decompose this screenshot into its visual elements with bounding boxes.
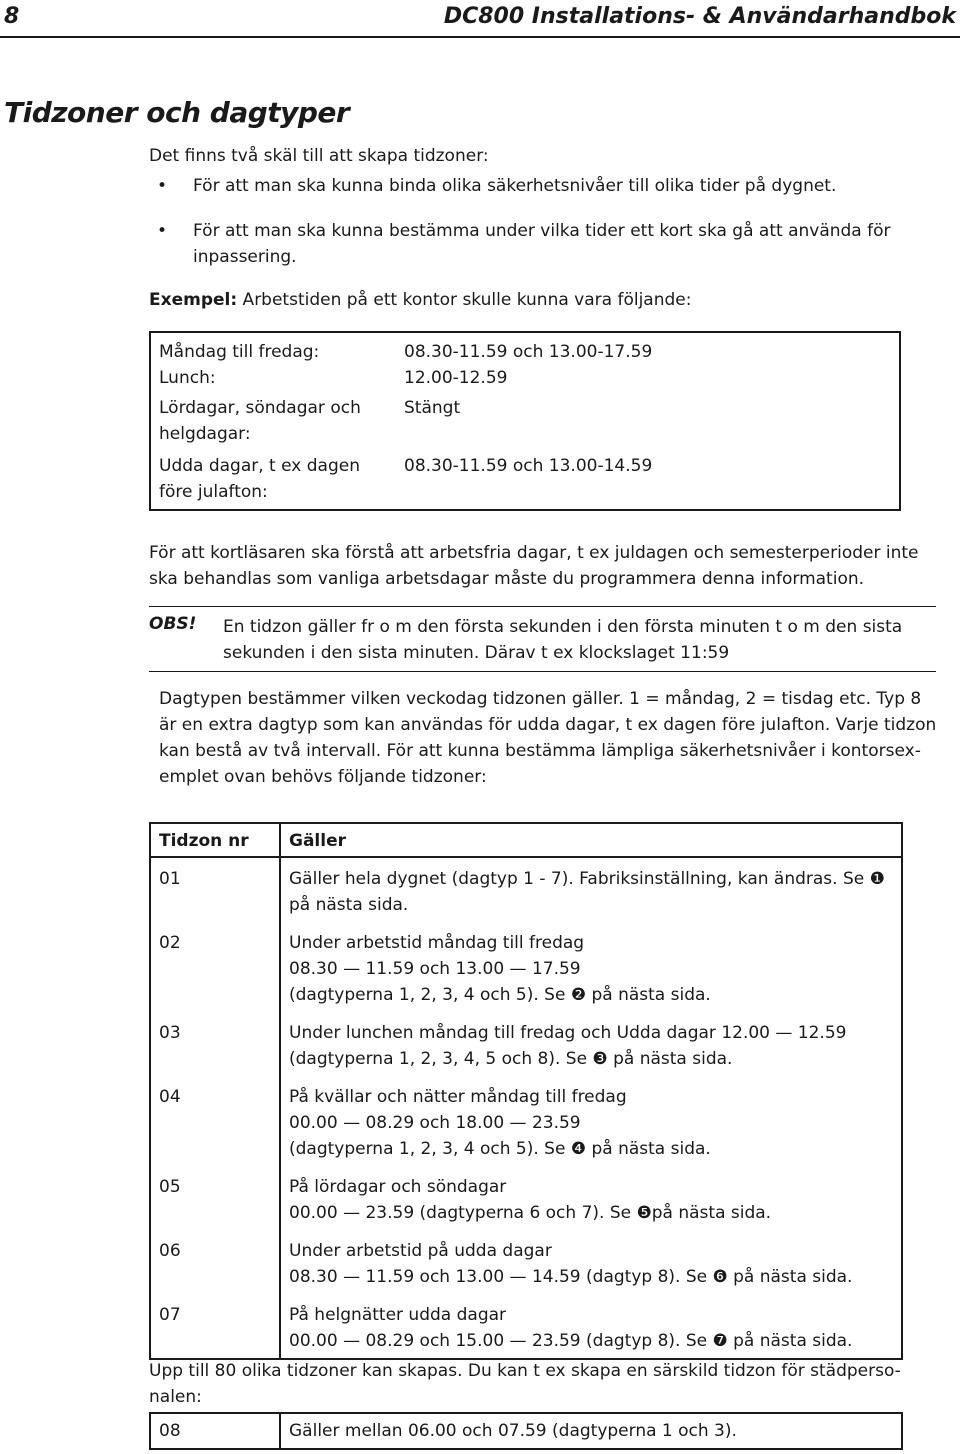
zone-description: Gäller mellan 06.00 och 07.59 (dagtyperna 1 och 3).: [280, 1413, 902, 1449]
table-row: [150, 857, 902, 922]
bullet-item-2: För att man ska kunna bestämma under vilka tider ett kort ska gå att använda för: [193, 221, 891, 241]
bullet-icon: •: [157, 221, 168, 241]
example-text: Arbetstiden på ett kontor skulle kunna vara följande:: [237, 290, 692, 310]
zone-description: På kvällar och nätter måndag till fredag 00.00 — 08.29 och 18.00 — 23.59 (dagtyperna 1, 2, 3, 4 och 5). Se ❹ på nästa sida.: [280, 1076, 902, 1166]
zone-number: 02: [150, 922, 280, 1012]
book-title: DC800 Installations- & Användarhandbok: [443, 4, 956, 29]
zone-number: 05: [150, 1166, 280, 1230]
schedule-time: 08.30-11.59 och 13.00-14.59: [404, 456, 653, 476]
table-row: [150, 1012, 902, 1076]
paragraph-1: För att kortläsaren ska förstå att arbetsfria dagar, t ex juldagen och semesterperioder inte ska behandlas som vanliga arbetsdagar måste du programmera denna information.: [149, 543, 919, 589]
table-row: [150, 1230, 902, 1294]
schedule-day: Lördagar, söndagar och helgdagar:: [159, 398, 361, 444]
zone-description: På helgnätter udda dagar 00.00 — 08.29 och 15.00 — 23.59 (dagtyp 8). Se ❼ på nästa sida.: [280, 1294, 902, 1359]
divider: [149, 606, 936, 607]
zone-description: Under arbetstid måndag till fredag 08.30 — 11.59 och 13.00 — 17.59 (dagtyperna 1, 2, 3, 4 och 5). Se ❷ på nästa sida.: [280, 922, 902, 1012]
obs-text: En tidzon gäller fr o m den första sekunden i den första minuten t o m den sista sekunden i den sista minuten. Därav t ex klockslaget 11:59: [223, 617, 903, 663]
zone-number: 08: [150, 1413, 280, 1449]
schedule-row: [150, 332, 900, 365]
schedule-table: [149, 331, 901, 511]
example-label: Exempel:: [149, 290, 238, 310]
table-row: [150, 1166, 902, 1230]
schedule-time: 12.00-12.59: [404, 368, 508, 388]
paragraph-3: Upp till 80 olika tidzoner kan skapas. Du kan t ex skapa en särskild tidzon för städperso- nalen:: [149, 1361, 901, 1407]
schedule-day: Lunch:: [159, 368, 216, 388]
zone-number: 06: [150, 1230, 280, 1294]
divider: [149, 671, 936, 672]
zone-number: 04: [150, 1076, 280, 1166]
bullet-icon: •: [157, 176, 168, 196]
schedule-day: Udda dagar, t ex dagen före julafton:: [159, 456, 360, 502]
schedule-row: [150, 391, 900, 447]
zone-number: 03: [150, 1012, 280, 1076]
table-header-row: [150, 823, 902, 857]
obs-label: OBS!: [149, 614, 197, 634]
table-row: [150, 922, 902, 1012]
zone-description: Under arbetstid på udda dagar 08.30 — 11.59 och 13.00 — 14.59 (dagtyp 8). Se ❻ på nästa sida.: [280, 1230, 902, 1294]
table-row: [150, 1294, 902, 1359]
schedule-time: Stängt: [404, 398, 461, 418]
zone-description: Gäller hela dygnet (dagtyp 1 - 7). Fabriksinställning, kan ändras. Se ❶ på nästa sida.: [280, 857, 902, 922]
timezones-table: [149, 822, 903, 1360]
column-header-zone: Tidzon nr: [150, 823, 280, 857]
zone-description: På lördagar och söndagar 00.00 — 23.59 (dagtyperna 6 och 7). Se ❺på nästa sida.: [280, 1166, 902, 1230]
schedule-day: Måndag till fredag:: [159, 342, 320, 362]
schedule-row: [150, 365, 900, 391]
schedule-row: [150, 447, 900, 510]
page-header: [0, 0, 960, 38]
bullet-item-2-cont: inpassering.: [193, 247, 297, 267]
schedule-time: 08.30-11.59 och 13.00-17.59: [404, 342, 653, 362]
bullet-item-1: För att man ska kunna binda olika säkerhetsnivåer till olika tider på dygnet.: [193, 176, 837, 196]
page-number: 8: [4, 4, 20, 29]
zone-number: 07: [150, 1294, 280, 1359]
example-line: [149, 287, 691, 313]
intro-text: Det finns två skäl till att skapa tidzoner:: [149, 146, 489, 166]
table-row: [150, 1413, 902, 1449]
section-title: Tidzoner och dagtyper: [4, 96, 350, 129]
table-row: [150, 1076, 902, 1166]
zone-number: 01: [150, 857, 280, 922]
paragraph-2: Dagtypen bestämmer vilken veckodag tidzonen gäller. 1 = måndag, 2 = tisdag etc. Typ 8 är en extra dagtyp som kan användas för udda dagar, t ex dagen före julafton. Varje tidzon kan bestå av två intervall. För att kunna bestämma lämpliga säkerhetsnivåer i kontorsex- emplet ovan behövs följande tidzoner:: [159, 689, 937, 787]
zone-description: Under lunchen måndag till fredag och Udda dagar 12.00 — 12.59 (dagtyperna 1, 2, 3, 4, 5 och 8). Se ❸ på nästa sida.: [280, 1012, 902, 1076]
column-header-applies: Gäller: [280, 823, 902, 857]
extra-zone-table: [149, 1412, 903, 1450]
